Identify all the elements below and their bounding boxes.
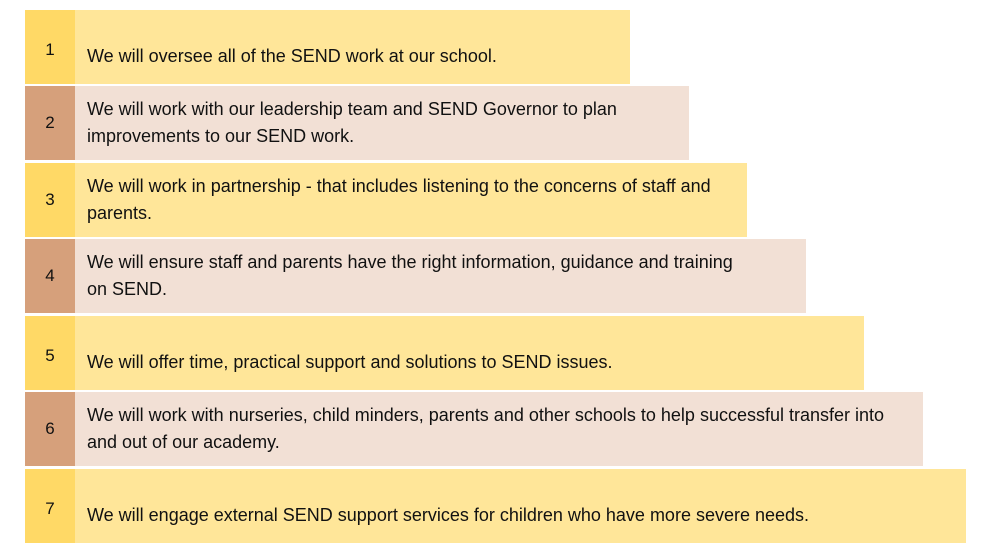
step-row-2 bbox=[25, 86, 689, 160]
step-text bbox=[75, 469, 966, 543]
step-text-content: We will oversee all of the SEND work at our school. bbox=[87, 45, 497, 66]
step-number: 5 bbox=[25, 316, 75, 390]
step-text bbox=[75, 163, 747, 237]
step-text bbox=[75, 86, 689, 160]
step-row-6 bbox=[25, 392, 923, 466]
step-row-7 bbox=[25, 469, 966, 543]
step-text-content: We will work with nurseries, child minders, parents and other schools to help successful transfer into and out of our academy. bbox=[87, 405, 885, 452]
step-text-content: We will engage external SEND support services for children who have more severe needs. bbox=[87, 504, 810, 525]
step-row-4 bbox=[25, 239, 806, 313]
step-text bbox=[75, 239, 806, 313]
step-number: 2 bbox=[25, 86, 75, 160]
step-text-content: We will ensure staff and parents have the right information, guidance and training on SEND. bbox=[87, 252, 733, 299]
step-number: 6 bbox=[25, 392, 75, 466]
step-number: 4 bbox=[25, 239, 75, 313]
step-number: 3 bbox=[25, 163, 75, 237]
step-number: 1 bbox=[25, 10, 75, 84]
step-row-5 bbox=[25, 316, 864, 390]
step-text-content: We will offer time, practical support and solutions to SEND issues. bbox=[87, 351, 613, 372]
step-text bbox=[75, 392, 923, 466]
step-number: 7 bbox=[25, 469, 75, 543]
step-text bbox=[75, 10, 630, 84]
step-text-content: We will work with our leadership team and SEND Governor to plan improvements to our SEND work. bbox=[87, 99, 617, 146]
step-row-1 bbox=[25, 10, 630, 84]
step-row-3 bbox=[25, 163, 747, 237]
step-text bbox=[75, 316, 864, 390]
step-text-content: We will work in partnership - that includes listening to the concerns of staff and parents. bbox=[87, 176, 711, 223]
